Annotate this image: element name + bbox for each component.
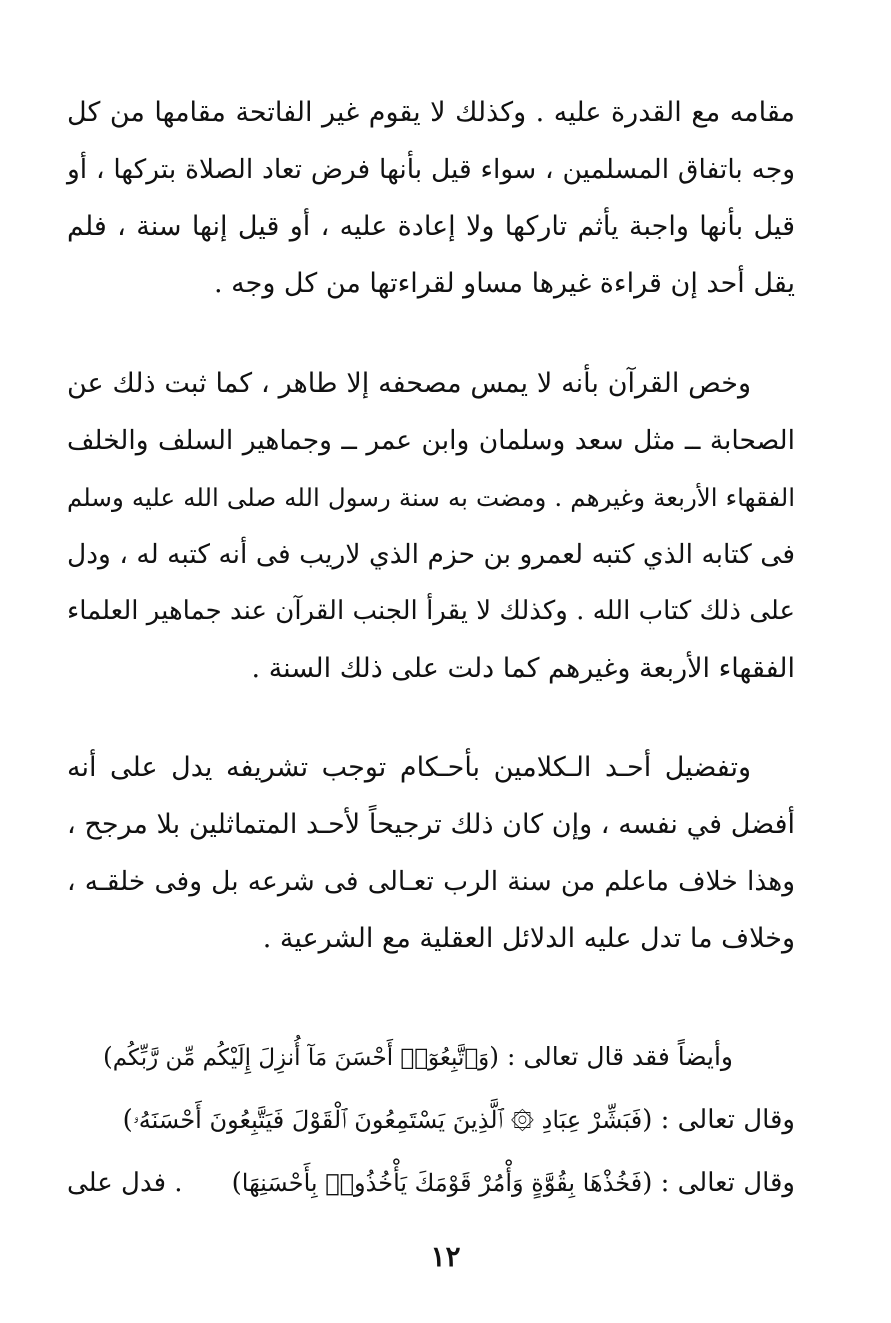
text-line: وهذا خلاف ماعلم من سنة الرب تعـالى فى شرعه بل وفى خلقـه ، — [67, 866, 795, 897]
quote-intro: وأيضاً فقد قال تعالى : ( — [489, 1042, 733, 1071]
text-line: الصحابة ــ مثل سعد وسلمان وابن عمر ــ وجماهير السلف والخلف — [67, 425, 795, 456]
text-line: الفقهاء الأربعة وغيرهم كما دلت على ذلك السنة . — [251, 653, 795, 684]
quote-intro: وقال تعالى : ( — [642, 1105, 795, 1135]
paragraph-2 — [67, 355, 795, 697]
quran-verse: فَبَشِّرْ عِبَادِ ۞ ٱلَّذِينَ يَسْتَمِعُونَ ٱلْقَوْلَ فَيَتَّبِعُونَ أَحْسَنَهُۥ — [132, 1106, 643, 1134]
quote-intro: وقال تعالى : ( — [642, 1168, 795, 1198]
quote-close: ) — [122, 1105, 133, 1135]
text-line: أفضل في نفسه ، وإن كان ذلك ترجيحاً لأحـد المتماثلين بلا مرجح ، — [67, 809, 795, 840]
quote-close: ) — [102, 1042, 113, 1071]
text-line: يقل أحد إن قراءة غيرها مساو لقراءتها من كل وجه . — [213, 268, 795, 299]
text-line: وخلاف ما تدل عليه الدلائل العقلية مع الشرعية . — [262, 923, 795, 954]
quran-verse: وَٱتَّبِعُوٓا۟ أَحْسَنَ مَآ أُنزِلَ إِلَيْكُم مِّن رَّبِّكُم — [112, 1045, 490, 1071]
quran-quote-2 — [67, 1093, 795, 1147]
quran-quote-3 — [67, 1156, 795, 1210]
text-line: وتفضيل أحـد الـكلامين بأحـكام توجب تشريفه يدل على أنه — [67, 752, 751, 783]
text-line: قيل بأنها واجبة يأثم تاركها ولا إعادة عليه ، أو قيل إنها سنة ، فلم — [67, 211, 795, 242]
text-line: على ذلك كتاب الله . وكذلك لا يقرأ الجنب القرآن عند جماهير العلماء — [67, 596, 795, 626]
page-number: ١٢ — [430, 1240, 461, 1273]
quote-close: ) — [231, 1168, 242, 1198]
paragraph-1 — [67, 84, 795, 312]
text-line: الفقهاء الأربعة وغيرهم . ومضت به سنة رسول الله صلى الله عليه وسلم — [67, 483, 795, 512]
quote-continuation: . فدل على — [67, 1168, 183, 1198]
text-line: وجه باتفاق المسلمين ، سواء قيل بأنها فرض تعاد الصلاة بتركها ، أو — [67, 154, 795, 185]
quran-verse: فَخُذْهَا بِقُوَّةٍ وَأْمُرْ قَوْمَكَ يَأْخُذُوا۟ بِأَحْسَنِهَا — [241, 1169, 643, 1197]
paragraph-3 — [67, 739, 795, 967]
text-line: فى كتابه الذي كتبه لعمرو بن حزم الذي لاريب فى أنه كتبه له ، ودل — [67, 539, 795, 570]
text-line: مقامه مع القدرة عليه . وكذلك لا يقوم غير الفاتحة مقامها من كل — [67, 97, 795, 128]
text-line: وخص القرآن بأنه لا يمس مصحفه إلا طاهر ، كما ثبت ذلك عن — [67, 368, 751, 399]
quran-quote-1 — [93, 1030, 733, 1084]
